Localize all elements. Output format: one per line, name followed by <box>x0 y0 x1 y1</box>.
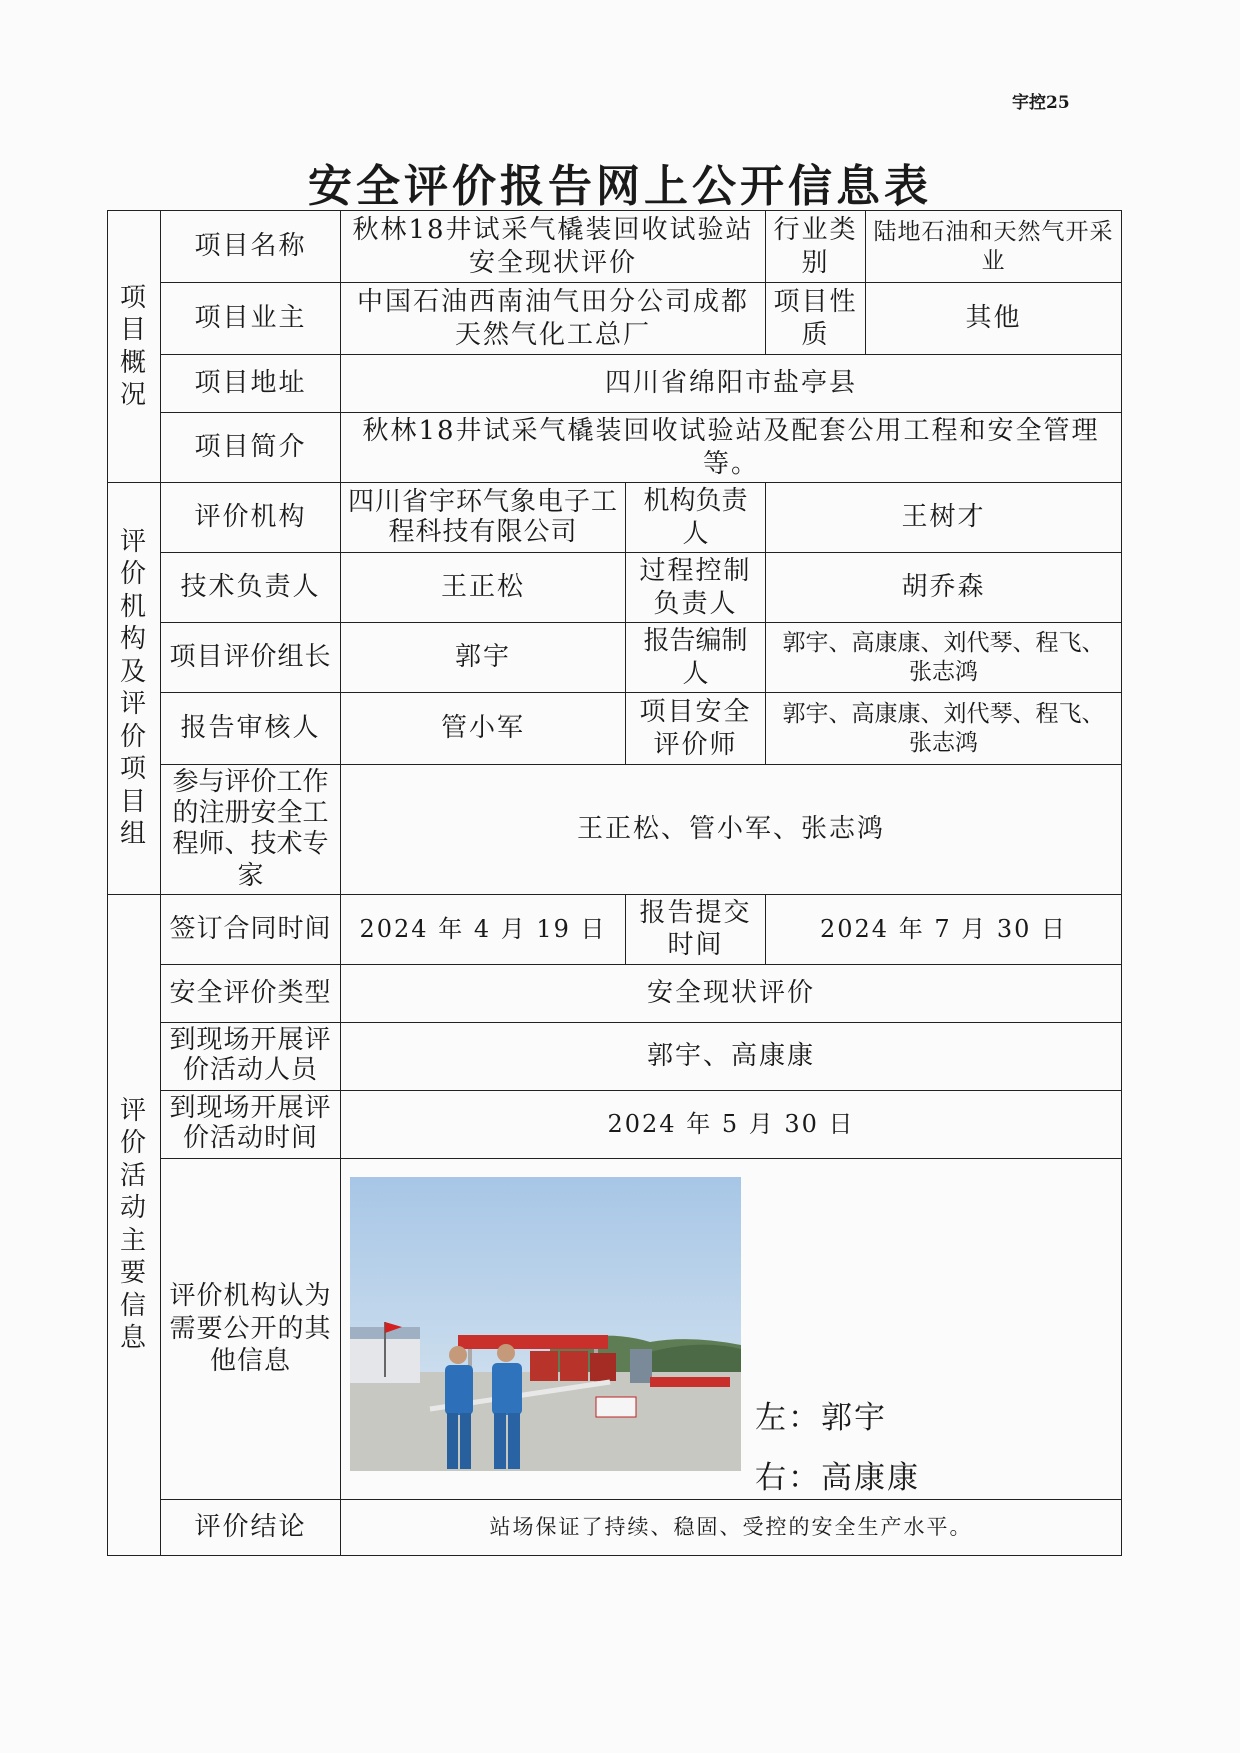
project-nature-value: 其他 <box>866 283 1122 355</box>
info-table <box>107 210 1122 1556</box>
industry-label: 行业类别 <box>766 211 866 283</box>
project-name-value: 秋林18井试采气橇装回收试验站安全现状评价 <box>341 211 766 283</box>
tech-lead-label: 技术负责人 <box>161 553 341 623</box>
site-time-label: 到现场开展评价活动时间 <box>161 1090 341 1158</box>
team-leader-value: 郭宇 <box>341 623 626 693</box>
engineers-label: 参与评价工作的注册安全工程师、技术专家 <box>161 765 341 895</box>
process-control-value: 胡乔森 <box>766 553 1122 623</box>
safety-assessor-value: 郭宇、高康康、刘代琴、程飞、张志鸿 <box>766 693 1122 765</box>
agency-head-value: 王树才 <box>766 483 1122 553</box>
section-overview: 项 目 概 况 <box>108 211 161 483</box>
report-reviewer-label: 报告审核人 <box>161 693 341 765</box>
document-code: 宇控25 <box>1012 93 1070 113</box>
caption-right: 右：高康康 <box>755 1459 920 1496</box>
project-brief-value: 秋林18井试采气橇装回收试验站及配套公用工程和安全管理等。 <box>341 413 1122 483</box>
submit-date-value: 2024 年 7 月 30 日 <box>766 894 1122 964</box>
engineers-value: 王正松、管小军、张志鸿 <box>341 765 1122 895</box>
site-photo <box>350 1177 741 1471</box>
report-writer-label: 报告编制人 <box>626 623 766 693</box>
project-owner-label: 项目业主 <box>161 283 341 355</box>
site-staff-value: 郭宇、高康康 <box>341 1022 1122 1090</box>
report-writer-value: 郭宇、高康康、刘代琴、程飞、张志鸿 <box>766 623 1122 693</box>
project-nature-label: 项目性质 <box>766 283 866 355</box>
project-brief-label: 项目简介 <box>161 413 341 483</box>
submit-date-label: 报告提交时间 <box>626 894 766 964</box>
site-staff-label: 到现场开展评价活动人员 <box>161 1022 341 1090</box>
conclusion-label: 评价结论 <box>161 1499 341 1555</box>
safety-assessor-label: 项目安全评价师 <box>626 693 766 765</box>
page-title: 安全评价报告网上公开信息表 <box>308 161 932 212</box>
contract-date-label: 签订合同时间 <box>161 894 341 964</box>
section-activity: 评 价 活 动 主 要 信 息 <box>108 894 161 1555</box>
project-owner-value: 中国石油西南油气田分公司成都天然气化工总厂 <box>341 283 766 355</box>
team-leader-label: 项目评价组长 <box>161 623 341 693</box>
contract-date-value: 2024 年 4 月 19 日 <box>341 894 626 964</box>
eval-type-value: 安全现状评价 <box>341 964 1122 1022</box>
report-reviewer-value: 管小军 <box>341 693 626 765</box>
agency-head-label: 机构负责人 <box>626 483 766 553</box>
conclusion-value: 站场保证了持续、稳固、受控的安全生产水平。 <box>341 1499 1122 1555</box>
industry-value: 陆地石油和天然气开采业 <box>866 211 1122 283</box>
project-name-label: 项目名称 <box>161 211 341 283</box>
agency-label: 评价机构 <box>161 483 341 553</box>
caption-left: 左：郭宇 <box>755 1399 887 1436</box>
project-address-value: 四川省绵阳市盐亭县 <box>341 355 1122 413</box>
eval-type-label: 安全评价类型 <box>161 964 341 1022</box>
agency-value: 四川省宇环气象电子工程科技有限公司 <box>341 483 626 553</box>
other-info-label: 评价机构认为需要公开的其他信息 <box>161 1158 341 1499</box>
site-time-value: 2024 年 5 月 30 日 <box>341 1090 1122 1158</box>
project-address-label: 项目地址 <box>161 355 341 413</box>
tech-lead-value: 王正松 <box>341 553 626 623</box>
process-control-label: 过程控制负责人 <box>626 553 766 623</box>
section-org: 评 价 机 构 及 评 价 项 目 组 <box>108 483 161 895</box>
other-info-cell <box>341 1158 1122 1499</box>
